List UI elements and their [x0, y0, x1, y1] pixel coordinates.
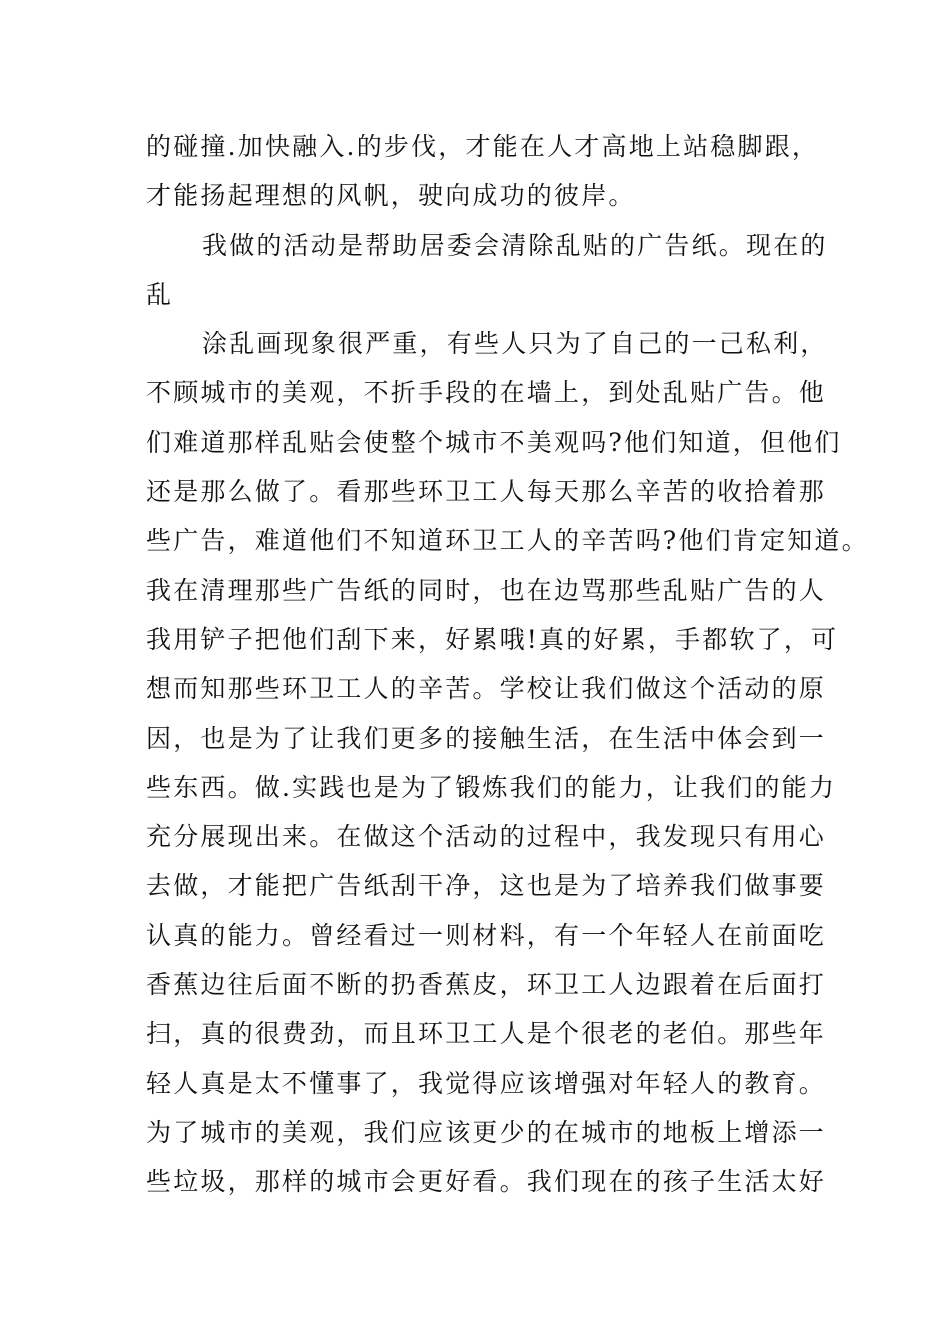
text-line: 我在清理那些广告纸的同时，也在边骂那些乱贴广告的人: [146, 575, 827, 605]
text-line: 为了城市的美观，我们应该更少的在城市的地板上增添一: [146, 1117, 827, 1147]
text-line: 的碰撞.加快融入.的步伐，才能在人才高地上站稳脚跟，: [146, 132, 820, 161]
text-line: 我用铲子把他们刮下来，好累哦!真的好累，手都软了，可: [146, 624, 839, 654]
text-line: 些广告，难道他们不知道环卫工人的辛苦吗?他们肯定知道。: [146, 526, 869, 556]
text-line: 些东西。做.实践也是为了锻炼我们的能力，让我们的能力: [146, 772, 837, 802]
text-line: 认真的能力。曾经看过一则材料，有一个年轻人在前面吃: [146, 920, 827, 950]
text-line: 充分展现出来。在做这个活动的过程中，我发现只有用心: [146, 822, 827, 852]
text-line: 不顾城市的美观，不折手段的在墙上，到处乱贴广告。他: [146, 378, 827, 408]
text-line: 些垃圾，那样的城市会更好看。我们现在的孩子生活太好: [146, 1167, 827, 1197]
text-line: 香蕉边往后面不断的扔香蕉皮，环卫工人边跟着在后面打: [146, 970, 827, 1000]
document-body: [146, 122, 869, 1207]
text-line: 想而知那些环卫工人的辛苦。学校让我们做这个活动的原: [146, 674, 827, 704]
text-line: 因，也是为了让我们更多的接触生活，在生活中体会到一: [146, 723, 827, 753]
text-line: 才能扬起理想的风帆，驶向成功的彼岸。: [146, 181, 636, 211]
text-line: 们难道那样乱贴会使整个城市不美观吗?他们知道，但他们: [146, 427, 842, 457]
paragraph-start-line: 我做的活动是帮助居委会清除乱贴的广告纸。现在的: [202, 230, 828, 260]
text-line: 扫，真的很费劲，而且环卫工人是个很老的老伯。那些年: [146, 1019, 827, 1049]
text-line: 乱: [146, 279, 174, 309]
text-line: 去做，才能把广告纸刮干净，这也是为了培养我们做事要: [146, 871, 827, 901]
text-line: 还是那么做了。看那些环卫工人每天那么辛苦的收拾着那: [146, 477, 827, 507]
paragraph-start-line: 涂乱画现象很严重，有些人只为了自己的一己私利，: [202, 329, 828, 359]
text-line: 轻人真是太不懂事了，我觉得应该增强对年轻人的教育。: [146, 1068, 827, 1098]
